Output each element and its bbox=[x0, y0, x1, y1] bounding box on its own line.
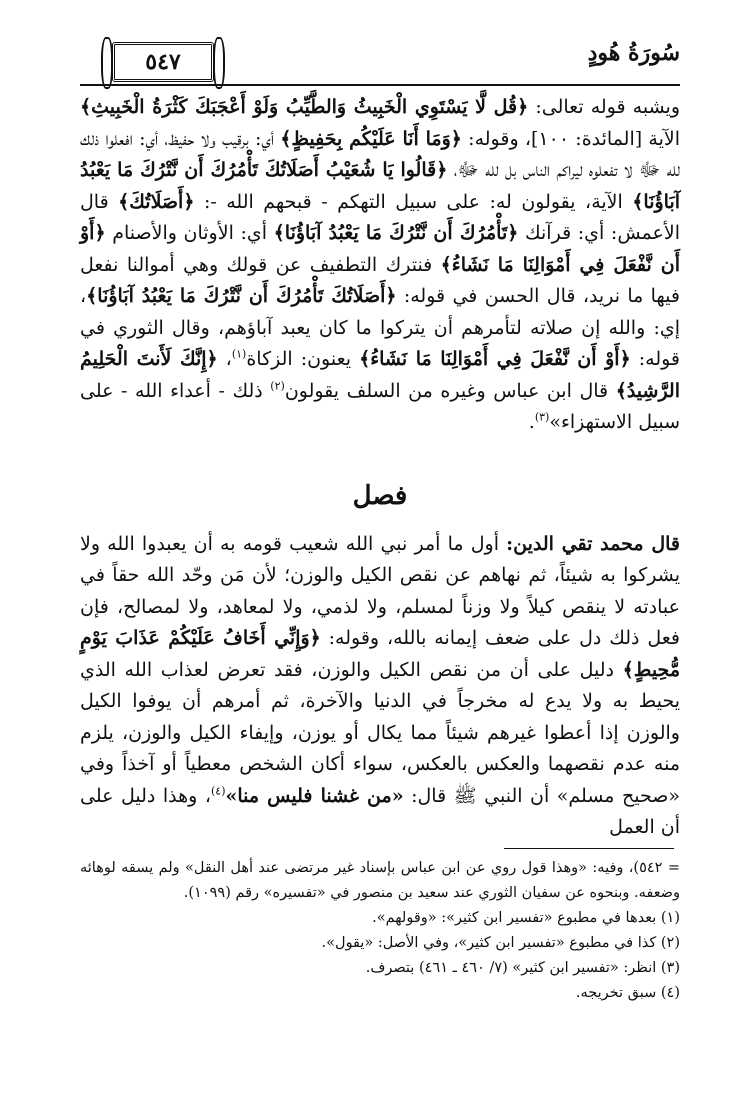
quran-verse: ﴿وَإِنِّي أَخَافُ عَلَيْكُمْ عَذَابَ يَوْمٍ مُّحِيطٍ﴾ bbox=[80, 627, 680, 681]
footnote-continuation: = ٥٤٢)، وفيه: «وهذا قول روي عن ابن عباس بإسناد غير مرتضى عند أهل النقل» ولم يسقه لوهائه وضعفه. وبنحوه عن سفيان الثوري عند سعيد بن منصور في «تفسيره» رقم (١٠٩٩). bbox=[80, 860, 680, 901]
bold-text: قال محمد تقي الدين: bbox=[506, 532, 680, 555]
footnote-marker: (١) bbox=[231, 347, 247, 361]
text-run: قال الأعمش: أي: قرآنك bbox=[80, 190, 680, 244]
footnote-marker: (٤) bbox=[210, 784, 226, 798]
quran-verse: ﴿قَالُوا يَا شُعَيْبُ أَصَلَاتُكَ تَأْمُرُكَ أَن نَّتْرُكَ مَا يَعْبُدُ آبَاؤُنَا﴾ bbox=[80, 159, 681, 213]
quran-verse: ﴿تَأْمُرُكَ أَن نَّتْرُكَ مَا يَعْبُدُ آبَاؤُنَا﴾ bbox=[273, 222, 519, 244]
footnote-marker: (٣) bbox=[534, 410, 550, 424]
footnote-3: (٣) انظر: «تفسير ابن كثير» (٧/ ٤٦٠ ـ ٤٦١) بتصرف. bbox=[365, 960, 680, 976]
text-run: أول ما أمر نبي الله شعيب قومه به أن يعبدوا الله ولا يشركوا به شيئاً، ثم نهاهم عن نقص الكيل والوزن؛ لأن مَن وحّد الله حقاً في عبادته لا ينقص كيلاً ولا وزناً لمسلم، ولا لذمي، ولا لمعاهد، ولا لمصالح، فإن فعل ذلك دل على ضعف إيمانه بالله، وقوله: bbox=[80, 532, 680, 649]
text-run: أي: برقيب ولا حفيظ، أي: افعلوا ذلك لله ﷻ لا تفعلوه ليراكم الناس بل لله ﷻ، bbox=[80, 127, 680, 181]
section-title: فصل bbox=[352, 480, 408, 511]
quran-verse: ﴿أَصَلَاتُكَ﴾ bbox=[118, 190, 195, 213]
quran-verse: ﴿أَوْ أَن نَّفْعَلَ فِي أَمْوَالِنَا مَا نَشَاءُ﴾ bbox=[80, 222, 680, 276]
commentary-paragraph-2 bbox=[80, 529, 680, 844]
text-run: ، إي: والله إن صلاته لتأمرهم أن يتركوا ما كان يعبد آباؤهم، وقال الثوري في قوله: bbox=[80, 285, 681, 370]
text-run: ، وهذا دليل على أن العمل bbox=[80, 784, 680, 838]
quran-verse: ﴿قُل لَّا يَسْتَوِي الْخَبِيثُ وَالطَّيِّبُ وَلَوْ أَعْجَبَكَ كَثْرَةُ الْخَبِيثِ﴾ bbox=[80, 96, 529, 118]
surah-title: سُورَةُ هُودٍ bbox=[587, 40, 680, 66]
text-run: ذلك - أعداء الله - على سبيل الاستهزاء» bbox=[80, 379, 680, 433]
main-text bbox=[80, 92, 680, 844]
text-run: قال ابن عباس وغيره من السلف يقولون bbox=[284, 379, 616, 402]
footnotes bbox=[80, 856, 680, 1006]
text-run: دليل على أن من نقص الكيل والوزن، فقد تعرض لعذاب الله الذي يحيط به ولا يدع له مخرجاً في الدنيا والآخرة، ثم أمرهم أن يوفوا الكيل والوزن إذا أعطوا غيرهم شيئاً مما يكال أو يوزن، وإيفاء الكيل والوزن، يلزم منه عدم نقصهما والعكس بالعكس، سواء أكان الشخص معطياً أو آخذاً وفي «صحيح مسلم» أن النبي ﷺ قال: bbox=[80, 658, 680, 807]
page-number: ٥٤٧ bbox=[112, 42, 214, 82]
text-run: . bbox=[528, 411, 535, 433]
quran-verse: ﴿أَصَلَاتُكَ تَأْمُرُكَ أَن نَّتْرُكَ مَا يَعْبُدُ آبَاؤُنَا﴾ bbox=[86, 285, 397, 307]
footnote-4: (٤) سبق تخريجه. bbox=[575, 985, 680, 1001]
footnote-divider bbox=[504, 848, 674, 849]
commentary-paragraph-1 bbox=[80, 92, 680, 439]
footnote-2: (٢) كذا في مطبوع «تفسير ابن كثير»، وفي الأصل: «يقول». bbox=[321, 935, 680, 951]
text-run: فنترك التطفيف عن قولك وهي أموالنا نفعل فيها ما نريد، قال الحسن في قوله: bbox=[80, 253, 680, 307]
bold-text: «من غشنا فليس منا» bbox=[225, 784, 404, 807]
page-header bbox=[80, 34, 680, 86]
text-run: أي: الأوثان والأصنام bbox=[105, 222, 274, 244]
header-divider bbox=[80, 84, 680, 86]
footnote-1: (١) بعدها في مطبوع «تفسير ابن كثير»: «وقولهم». bbox=[372, 910, 680, 926]
text-run: ، bbox=[217, 348, 232, 370]
text-run: يعنون: الزكاة bbox=[246, 348, 360, 370]
footnote-marker: (٢) bbox=[270, 379, 285, 393]
quran-verse: ﴿إِنَّكَ لَأَنتَ الْحَلِيمُ الرَّشِيدُ﴾ bbox=[80, 348, 680, 402]
text-run: الآية، يقولون له: على سبيل التهكم - قبحهم الله -: bbox=[194, 190, 633, 213]
quran-verse: ﴿وَمَا أَنَا عَلَيْكُم بِحَفِيظٍ﴾ bbox=[280, 127, 462, 150]
text-run: الآية [المائدة: ١٠٠]، وقوله: bbox=[461, 127, 680, 150]
text-run: ويشبه قوله تعالى: bbox=[528, 96, 680, 118]
quran-verse: ﴿أَوْ أَن نَّفْعَلَ فِي أَمْوَالِنَا مَا نَشَاءُ﴾ bbox=[359, 348, 631, 370]
